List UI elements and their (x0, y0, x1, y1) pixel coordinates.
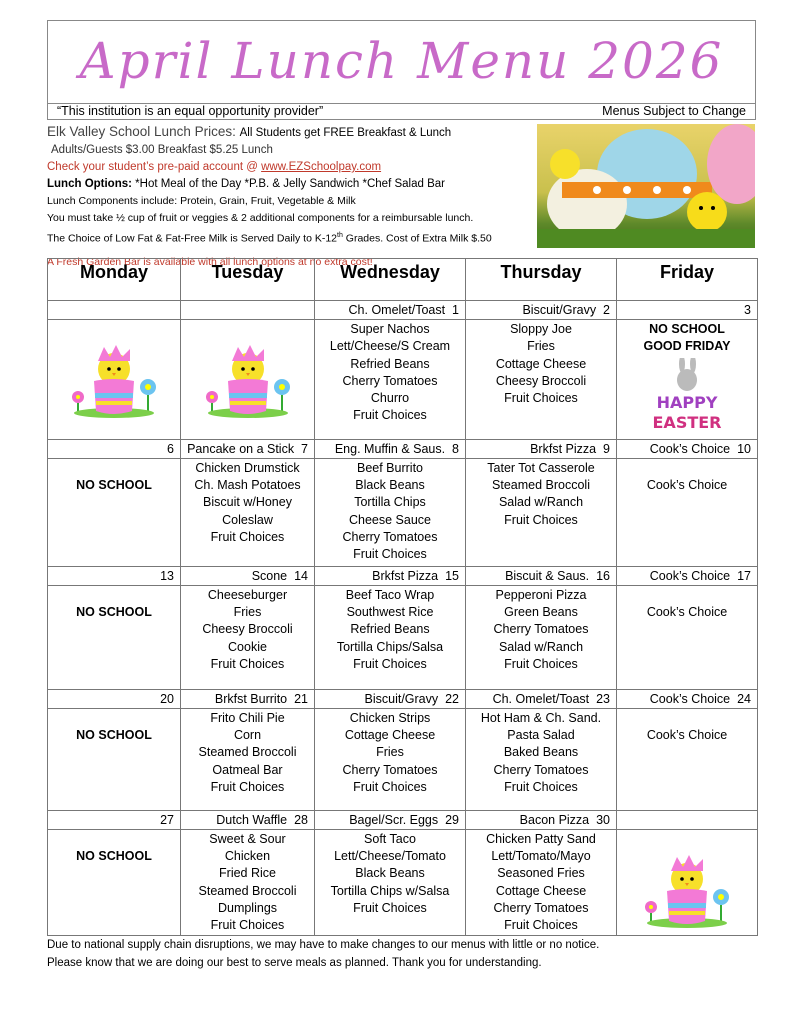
menu-cell (48, 829, 181, 935)
day-number: 6 (167, 441, 174, 456)
account-text: Check your student’s pre-paid account @ (47, 161, 262, 173)
menu-cell (48, 708, 181, 810)
menu-item: Tortilla Chips (354, 495, 426, 510)
menu-item: Sweet & Sour (209, 831, 286, 846)
menu-item: Cherry Tomatoes (342, 530, 438, 545)
menu-item: Cheesy Broccoli (495, 373, 587, 388)
menu-cell (466, 320, 617, 440)
menu-item: Southwest Rice (346, 605, 434, 620)
easter-chick-image (181, 339, 314, 424)
menu-item: Beef Burrito (356, 460, 423, 475)
menu-item: Fruit Choices (504, 918, 578, 933)
milk-text (47, 227, 537, 248)
menu-item: Fruit Choices (504, 512, 578, 527)
reimbursable-text: You must take ½ cup of fruit or veggies & 2 additional components for a reimbursable lunch. (47, 212, 474, 224)
menu-cell (48, 320, 181, 440)
menu-cell (48, 458, 181, 566)
menu-item: Sloppy Joe (510, 322, 572, 336)
breakfast-label: Dutch Waffle (216, 812, 288, 827)
day-number: 16 (596, 568, 610, 583)
date-cell (181, 566, 315, 585)
svg-text:EASTER: EASTER (652, 412, 722, 432)
menu-cell (466, 708, 617, 810)
menu-item: Cook’s Choice (646, 604, 728, 619)
day-number: 9 (603, 441, 610, 456)
menu-row (48, 320, 758, 440)
breakfast-label: Ch. Omelet/Toast (492, 691, 590, 706)
day-number: 20 (160, 691, 174, 706)
menu-item: Hot Ham & Ch. Sand. (480, 710, 602, 725)
day-number: 21 (294, 691, 308, 706)
date-cell (466, 439, 617, 458)
menu-item: Oatmeal Bar (212, 762, 283, 777)
date-cell (181, 810, 315, 829)
milk-sup: th (337, 232, 343, 239)
menu-item: Cottage Cheese (495, 356, 587, 371)
menu-item: Soft Taco (364, 831, 416, 846)
menu-cell (315, 458, 466, 566)
menu-item: Steamed Broccoli (198, 883, 297, 898)
menu-cell (466, 585, 617, 689)
date-cell (48, 301, 181, 320)
breakfast-label: Pancake on a Stick (187, 441, 295, 456)
menu-cell (315, 829, 466, 935)
menu-cell (617, 829, 758, 935)
day-number: 22 (445, 691, 459, 706)
menu-item: Fruit Choices (504, 391, 578, 406)
menu-item: Fries (376, 745, 404, 760)
menu-item: Cherry Tomatoes (493, 622, 589, 637)
price-info (47, 123, 537, 271)
menu-cell (181, 708, 315, 810)
prices-label: Elk Valley School Lunch Prices: (47, 124, 236, 139)
menu-item: NO SCHOOL (76, 727, 152, 742)
menu-item: Cook’s Choice (646, 727, 728, 742)
day-number: 7 (301, 441, 308, 456)
day-number: 10 (737, 441, 751, 456)
date-cell (181, 439, 315, 458)
day-number: 2 (603, 303, 610, 317)
date-cell (617, 566, 758, 585)
menu-item: Tortilla Chips w/Salsa (330, 883, 450, 898)
menu-item: Cottage Cheese (344, 728, 436, 743)
subject-to-change-text: Menus Subject to Change (602, 104, 746, 118)
menu-item: Ch. Mash Potatoes (194, 478, 301, 493)
menu-item: Fruit Choices (210, 780, 285, 795)
day-header-tuesday: Tuesday (181, 259, 315, 301)
menu-item: Cherry Tomatoes (342, 373, 438, 388)
menu-item: Cook’s Choice (646, 477, 728, 492)
milk-text-b: Grades. Cost of Extra Milk $.50 (342, 232, 492, 245)
breakfast-label: Brkfst Burrito (214, 691, 288, 706)
day-number: 28 (294, 812, 308, 827)
options-label: Lunch Options: (47, 178, 132, 190)
date-cell (48, 689, 181, 708)
day-header-thursday: Thursday (466, 259, 617, 301)
menu-item: Salad w/Ranch (498, 639, 584, 654)
menu-item: Fruit Choices (353, 780, 427, 795)
day-number: 1 (452, 303, 459, 317)
menu-calendar (47, 258, 758, 936)
date-cell (315, 439, 466, 458)
date-cell (466, 689, 617, 708)
happy-easter-bunny-image (617, 358, 757, 439)
menu-item: Fruit Choices (353, 901, 427, 916)
menu-item: Fruit Choices (504, 780, 578, 795)
menu-item: Tater Tot Casserole (487, 460, 595, 475)
day-header-friday: Friday (617, 259, 758, 301)
menu-cell (466, 829, 617, 935)
menu-cell (48, 585, 181, 689)
menu-item: Fries (233, 605, 262, 620)
menu-item: Cheeseburger (207, 587, 288, 602)
menu-item: Pepperoni Pizza (495, 587, 587, 602)
breakfast-label: Bacon Pizza (519, 812, 590, 827)
menu-item: Cherry Tomatoes (493, 762, 589, 777)
menu-item: Pasta Salad (507, 728, 575, 743)
menu-cell (617, 708, 758, 810)
menu-item: Cottage Cheese (495, 883, 587, 898)
day-number: 8 (452, 441, 459, 456)
breakfast-label: Cook’s Choice (649, 691, 731, 706)
date-cell (617, 810, 758, 829)
menu-item: Cherry Tomatoes (493, 901, 589, 916)
garden-bar-text: A Fresh Garden Bar is available with all lunch options at no extra cost! (47, 255, 373, 268)
menu-cell (617, 458, 758, 566)
date-cell (315, 810, 466, 829)
day-number: 3 (744, 303, 751, 317)
prices-free: All Students get FREE Breakfast & Lunch (239, 127, 452, 139)
menu-row (48, 585, 758, 689)
menu-item: Refried Beans (350, 622, 430, 637)
menu-cell (617, 320, 758, 440)
menu-item: Chicken (224, 849, 271, 864)
day-number: 27 (160, 812, 174, 827)
date-cell (181, 689, 315, 708)
menu-row (48, 708, 758, 810)
page-title: April Lunch Menu 2026 (79, 32, 724, 90)
easter-chick-image (48, 339, 180, 424)
date-row (48, 439, 758, 458)
menu-item: Cookie (228, 639, 267, 654)
components-text: Lunch Components include: Protein, Grain, Fruit, Vegetable & Milk (47, 195, 356, 207)
date-cell (315, 301, 466, 320)
breakfast-label: Bagel/Scr. Eggs (349, 812, 439, 827)
menu-item: NO SCHOOL (76, 848, 152, 863)
day-number: 30 (596, 812, 610, 827)
date-cell (315, 689, 466, 708)
date-cell (466, 301, 617, 320)
breakfast-label: Biscuit & Saus. (505, 568, 590, 583)
menu-item: Cheesy Broccoli (202, 622, 293, 637)
menu-item: Lett/Cheese/Tomato (334, 849, 446, 864)
menu-cell (315, 585, 466, 689)
date-row (48, 301, 758, 320)
menu-item: Corn (233, 728, 262, 743)
breakfast-label: Brkfst Pizza (372, 568, 439, 583)
day-number: 17 (737, 568, 751, 583)
menu-item: Fruit Choices (353, 657, 427, 672)
menu-item: Super Nachos (350, 322, 430, 336)
menu-item: Churro (370, 391, 410, 406)
menu-item: GOOD FRIDAY (643, 339, 731, 354)
menu-row (48, 458, 758, 566)
menu-cell (181, 585, 315, 689)
date-cell (48, 439, 181, 458)
easter-eggs-photo (537, 124, 755, 248)
menu-cell (617, 585, 758, 689)
title-box (47, 20, 756, 104)
menu-item: Fruit Choices (353, 547, 427, 562)
menu-cell (315, 708, 466, 810)
menu-item: Lett/Tomato/Mayo (491, 849, 591, 864)
menu-item: Cherry Tomatoes (342, 762, 438, 777)
menu-item: NO SCHOOL (649, 322, 725, 336)
menu-row (48, 829, 758, 935)
options-text: *Hot Meal of the Day *P.B. & Jelly Sandwich *Chef Salad Bar (131, 178, 445, 190)
menu-item: Refried Beans (350, 356, 430, 371)
date-cell (466, 566, 617, 585)
menu-item: NO SCHOOL (76, 477, 152, 492)
menu-item: Biscuit w/Honey (203, 495, 292, 510)
equal-opportunity-text: “This institution is an equal opportunity provider” (57, 104, 324, 118)
menu-item: Black Beans (355, 866, 425, 881)
breakfast-label: Cook’s Choice (649, 441, 731, 456)
menu-cell (181, 458, 315, 566)
date-cell (48, 810, 181, 829)
day-header-monday: Monday (48, 259, 181, 301)
breakfast-label: Brkfst Pizza (530, 441, 597, 456)
day-number: 29 (445, 812, 459, 827)
menu-item: Beef Taco Wrap (345, 587, 435, 602)
menu-item: Coleslaw (222, 512, 273, 527)
breakfast-label: Ch. Omelet/Toast (348, 303, 446, 317)
menu-item: Green Beans (504, 605, 578, 620)
menu-item: Chicken Patty Sand (486, 831, 596, 846)
menu-item: Steamed Broccoli (198, 745, 297, 760)
menu-item: Fruit Choices (210, 657, 285, 672)
breakfast-label: Biscuit/Gravy (522, 303, 597, 317)
menu-item: Salad w/Ranch (498, 495, 584, 510)
date-cell (617, 439, 758, 458)
adult-prices: Adults/Guests $3.00 Breakfast $5.25 Lunch (51, 144, 273, 156)
breakfast-label: Scone (251, 568, 288, 583)
day-number: 15 (445, 568, 459, 583)
menu-item: Baked Beans (503, 745, 579, 760)
milk-text-a: The Choice of Low Fat & Fat-Free Milk is Served Daily to K-12 (47, 232, 338, 245)
footer (47, 936, 599, 972)
date-row (48, 810, 758, 829)
date-row (48, 689, 758, 708)
date-cell (617, 301, 758, 320)
menu-cell (181, 320, 315, 440)
menu-item: Lett/Cheese/S Cream (329, 339, 451, 354)
menu-cell (181, 829, 315, 935)
date-cell (466, 810, 617, 829)
menu-item: Steamed Broccoli (492, 478, 590, 493)
menu-item: Fried Rice (219, 866, 276, 881)
menu-item: NO SCHOOL (76, 604, 152, 619)
breakfast-label: Biscuit/Gravy (364, 691, 439, 706)
menu-item: Black Beans (355, 478, 425, 493)
menu-item: Fruit Choices (504, 657, 578, 672)
menu-item: Frito Chili Pie (210, 710, 285, 725)
notice-bar (47, 103, 756, 120)
menu-item: Chicken Strips (349, 710, 431, 725)
day-number: 13 (160, 568, 174, 583)
breakfast-label: Eng. Muffin & Saus. (334, 441, 446, 456)
svg-text:HAPPY: HAPPY (656, 392, 718, 412)
date-cell (48, 566, 181, 585)
menu-item: Seasoned Fries (497, 866, 585, 881)
menu-item: Fruit Choices (210, 918, 285, 933)
date-cell (617, 689, 758, 708)
easter-chick-image (617, 849, 757, 934)
day-header-wednesday: Wednesday (315, 259, 466, 301)
menu-item: Fries (527, 339, 555, 354)
menu-item: Fruit Choices (210, 530, 285, 545)
breakfast-label: Cook’s Choice (649, 568, 731, 583)
menu-item: Dumplings (217, 901, 278, 916)
footer-line-1: Due to national supply chain disruptions, we may have to make changes to our menus with little or no notice. (47, 939, 600, 951)
day-number: 14 (294, 568, 308, 583)
menu-cell (466, 458, 617, 566)
day-number: 24 (737, 691, 751, 706)
menu-cell (315, 320, 466, 440)
menu-item: Tortilla Chips/Salsa (336, 639, 444, 654)
date-cell (315, 566, 466, 585)
footer-line-2: Please know that we are doing our best to serve meals as planned. Thank you for understanding. (47, 957, 542, 969)
date-row (48, 566, 758, 585)
date-cell (181, 301, 315, 320)
menu-item: Chicken Drumstick (195, 460, 300, 475)
menu-item: Fruit Choices (353, 408, 427, 423)
ezschoolpay-link[interactable]: www.EZSchoolpay.com (261, 161, 382, 173)
day-number: 23 (596, 691, 610, 706)
menu-item: Cheese Sauce (348, 512, 431, 527)
